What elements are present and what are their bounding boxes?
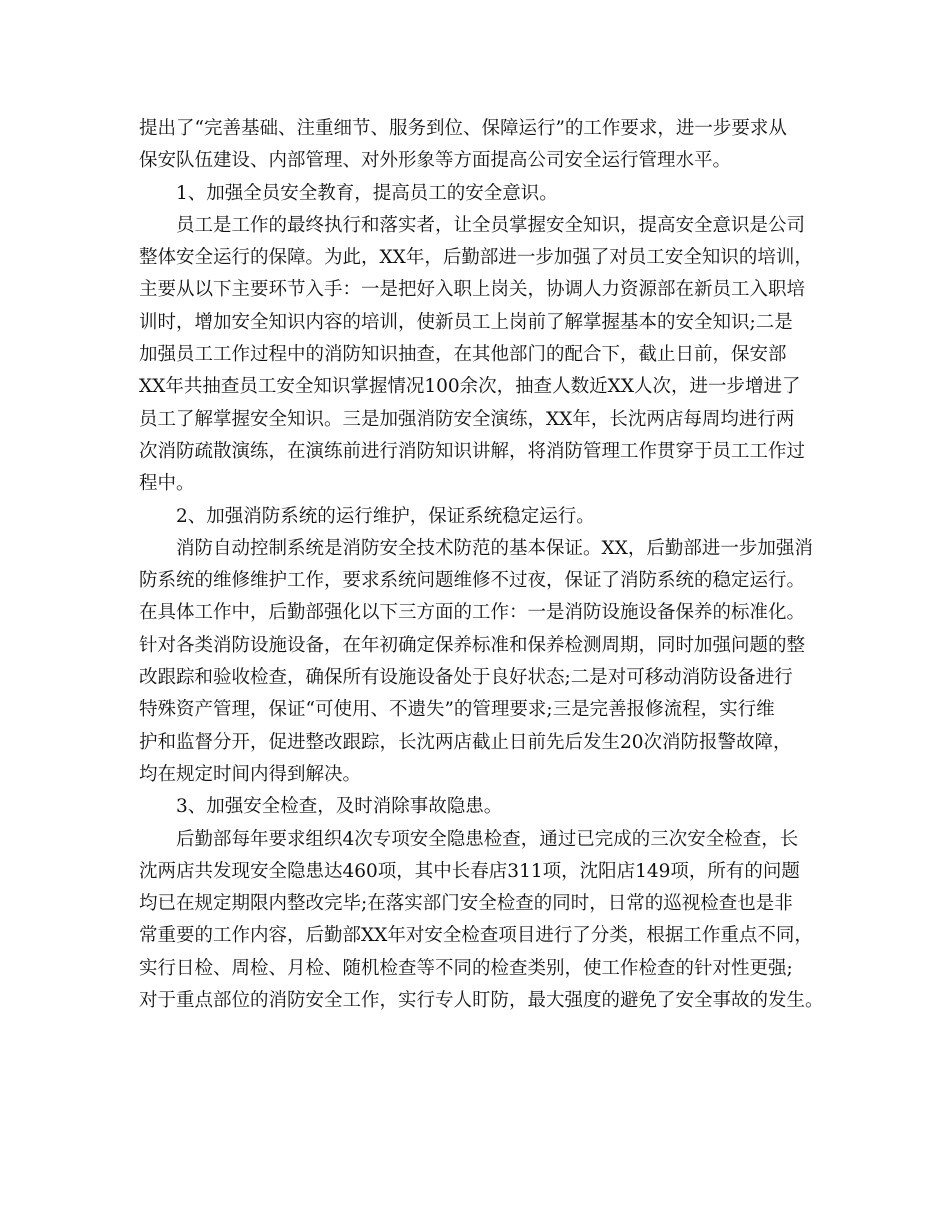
text-line: 主要从以下主要环节入手：一是把好入职上岗关，协调人力资源部在新员工入职培: [139, 279, 806, 301]
text-line: 员工是工作的最终执行和落实者，让全员掌握安全知识，提高安全意识是公司: [176, 214, 806, 236]
text-line: 1、加强全员安全教育，提高员工的安全意识。: [176, 182, 558, 204]
text-line: 特殊资产管理，保证“可使用、不遗失”的管理要求;三是完善报修流程，实行维: [139, 699, 775, 721]
text-line: 整体安全运行的保障。为此，XX年，后勤部进一步加强了对员工安全知识的培训，: [139, 247, 813, 269]
text-line: 常重要的工作内容，后勤部XX年对安全检查项目进行了分类，根据工作重点不同，: [139, 925, 813, 947]
text-line: 针对各类消防设施设备，在年初确定保养标准和保养检测周期，同时加强问题的整: [139, 634, 806, 656]
text-line: 程中。: [139, 473, 195, 495]
text-line: XX年共抽查员工安全知识掌握情况100余次，抽查人数近XX人次，进一步增进了: [139, 376, 801, 398]
document-body: [139, 113, 829, 1017]
text-line: 对于重点部位的消防安全工作，实行专人盯防，最大强度的避免了安全事故的发生。: [139, 990, 824, 1012]
text-line: 沈两店共发现安全隐患达460项，其中长春店311项，沈阳店149项，所有的问题: [139, 860, 800, 882]
text-line: 实行日检、周检、月检、随机检查等不同的检查类别，使工作检查的针对性更强;: [139, 957, 793, 979]
text-line: 加强员工工作过程中的消防知识抽查，在其他部门的配合下，截止日前，保安部: [139, 344, 787, 366]
text-line: 员工了解掌握安全知识。三是加强消防安全演练，XX年，长沈两店每周均进行两: [139, 408, 795, 430]
text-line: 防系统的维修维护工作，要求系统问题维修不过夜，保证了消防系统的稳定运行。: [139, 570, 806, 592]
text-line: 训时，增加安全知识内容的培训，使新员工上岗前了解掌握基本的安全知识;二是: [139, 311, 793, 333]
text-line: 次消防疏散演练，在演练前进行消防知识讲解，将消防管理工作贯穿于员工工作过: [139, 440, 806, 462]
text-line: 在具体工作中，后勤部强化以下三方面的工作：一是消防设施设备保养的标准化。: [139, 602, 806, 624]
text-line: 均在规定时间内得到解决。: [139, 763, 362, 785]
text-line: 3、加强安全检查，及时消除事故隐患。: [176, 796, 503, 818]
text-line: 改跟踪和验收检查，确保所有设施设备处于良好状态;二是对可移动消防设备进行: [139, 667, 793, 689]
text-line: 护和监督分开，促进整改跟踪，长沈两店截止日前先后发生20次消防报警故障，: [139, 731, 792, 753]
text-line: 保安队伍建设、内部管理、对外形象等方面提高公司安全运行管理水平。: [139, 150, 732, 172]
text-line: 消防自动控制系统是消防安全技术防范的基本保证。XX，后勤部进一步加强消: [176, 537, 813, 559]
text-line: 提出了“完善基础、注重细节、服务到位、保障运行”的工作要求，进一步要求从: [139, 118, 787, 139]
text-line: 后勤部每年要求组织4次专项安全隐患检查，通过已完成的三次安全检查，长: [176, 828, 799, 850]
text-line: 2、加强消防系统的运行维护，保证系统稳定运行。: [176, 505, 595, 527]
text-line: 均已在规定期限内整改完毕;在落实部门安全检查的同时，日常的巡视检查也是非: [139, 893, 793, 915]
